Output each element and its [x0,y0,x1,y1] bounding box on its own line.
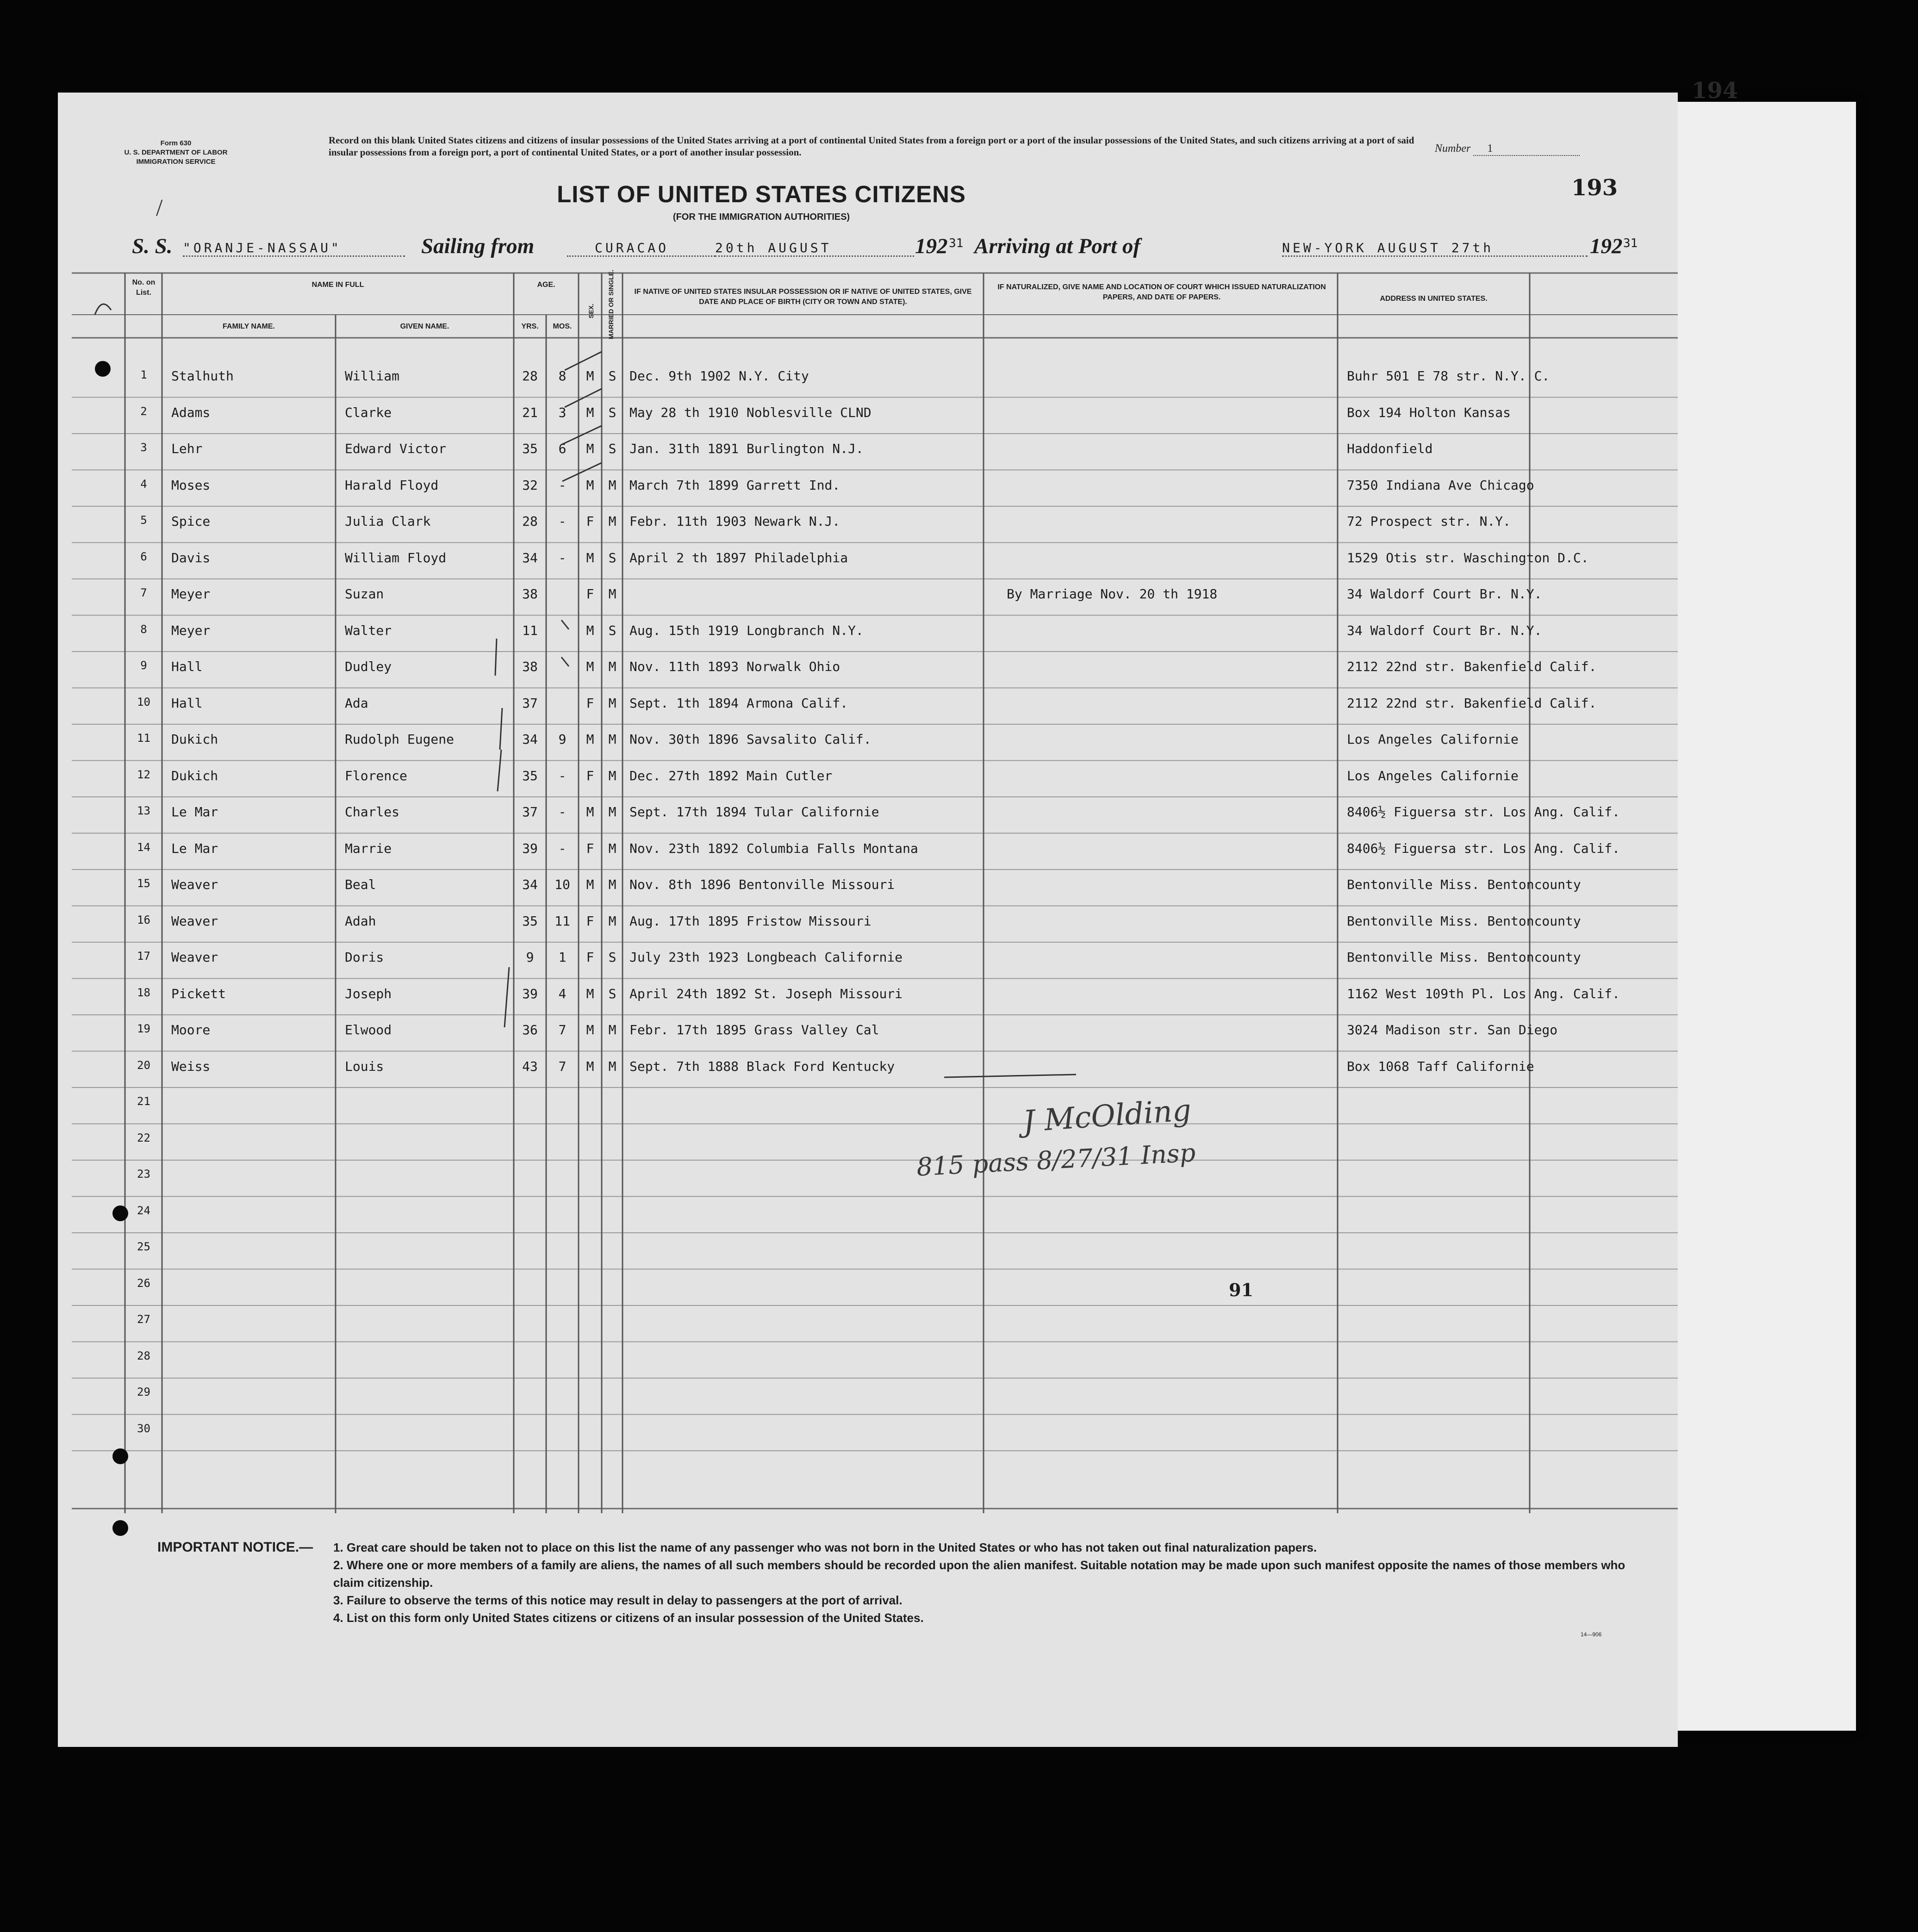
marital-status: M [608,586,616,602]
age-years: 11 [522,622,538,638]
sex: M [586,622,594,638]
sex: M [586,877,594,892]
age-years: 34 [522,550,538,565]
row-number: 7 [140,586,147,599]
marital-status: M [608,514,616,529]
marital-status: S [608,441,616,456]
ss-label: S. S. [132,234,173,258]
row-number: 5 [140,514,147,527]
given-name: Elwood [345,1022,392,1037]
family-name: Moore [171,1022,211,1037]
table-row [58,804,1678,840]
birth-date-place: Sept. 1th 1894 Armona Calif. [629,695,848,711]
inspector-signature: J McOlding [1021,1093,1193,1139]
age-months: - [558,514,567,529]
age-months: - [558,804,567,820]
family-name: Dukich [171,768,218,783]
sex: M [586,441,594,456]
table-row [58,441,1678,477]
form-footer-code: 14—906 [1581,1631,1602,1638]
given-name: Suzan [345,586,384,602]
age-months: - [558,768,567,783]
given-name: Adah [345,913,376,929]
given-name: Louis [345,1058,384,1074]
birth-date-place: Febr. 11th 1903 Newark N.J. [629,514,841,529]
department-name: U. S. DEPARTMENT OF LABOR [124,149,228,156]
row-number: 29 [137,1385,150,1398]
given-name: Charles [345,804,400,820]
family-name: Weaver [171,913,218,929]
birth-date-place: Nov. 30th 1896 Savsalito Calif. [629,732,872,747]
family-name: Le Mar [171,840,218,856]
row-number: 17 [137,950,150,963]
us-address: 34 Waldorf Court Br. N.Y. [1347,586,1542,602]
row-number: 6 [140,550,147,563]
col-mos-header: MOS. [553,323,572,330]
family-name: Stalhuth [171,368,234,384]
birth-date-place: July 23th 1923 Longbeach Californie [629,950,903,965]
col-married-header: MARRIED OR SINGLE. [607,269,615,339]
sex: F [586,840,594,856]
ship-name: "ORANJE-NASSAU" [183,240,405,257]
table-row [58,1204,1678,1240]
table-row [58,732,1678,768]
family-name: Davis [171,550,211,565]
next-page-edge [1648,102,1856,1731]
given-name: Clarke [345,404,392,420]
page-number: 91 [1229,1280,1253,1300]
age-years: 39 [522,986,538,1001]
table-row [58,586,1678,622]
family-name: Hall [171,695,203,711]
notice-item: 3. Failure to observe the terms of this notice may result in delay to passengers at the port of arrival. [333,1593,903,1607]
notice-item: 1. Great care should be taken not to place on this list the name of any passenger who was not born in the United States or who has not taken out final naturalization papers. [333,1541,1317,1554]
binder-hole [112,1520,128,1536]
birth-date-place: March 7th 1899 Garrett Ind. [629,477,841,493]
table-row [58,768,1678,804]
sailing-year-print: 192 [915,234,948,258]
marital-status: M [608,804,616,820]
birth-date-place: Nov. 11th 1893 Norwalk Ohio [629,659,841,674]
arrival-port-date: NEW-YORK AUGUST 27th [1282,240,1588,257]
record-instructions: Record on this blank United States citizens and citizens of insular possessions of the United States arriving at a port of continental United States from a foreign port or a port of the insular possessions of the United States, and such citizens arriving at a port of said insular possessions from a foreign port, a port of continental United States, or a port of another insular possession. [329,135,1414,158]
age-years: 28 [522,514,538,529]
row-number: 24 [137,1204,150,1217]
us-address: Los Angeles Californie [1347,768,1519,783]
us-address: 8406½ Figuersa str. Los Ang. Calif. [1347,804,1620,820]
family-name: Meyer [171,622,211,638]
given-name: Beal [345,877,376,892]
row-number: 21 [137,1095,150,1108]
arrival-year-print: 192 [1590,234,1623,258]
list-number-label: Number [1435,143,1471,155]
form-number: Form 630 [160,139,192,147]
us-address: 3024 Madison str. San Diego [1347,1022,1558,1037]
row-number: 22 [137,1131,150,1144]
age-months: 4 [558,986,567,1001]
us-address: Haddonfield [1347,441,1433,456]
birth-date-place: Dec. 9th 1902 N.Y. City [629,368,809,384]
manifest-page [58,93,1678,1747]
family-name: Moses [171,477,211,493]
birth-date-place: Sept. 17th 1894 Tular Californie [629,804,879,820]
age-years: 34 [522,732,538,747]
birth-date-place: Nov. 8th 1896 Bentonville Missouri [629,877,895,892]
row-number: 4 [140,477,147,491]
us-address: 1529 Otis str. Waschington D.C. [1347,550,1589,565]
given-name: William [345,368,400,384]
col-family-header: FAMILY NAME. [223,323,275,330]
us-address: 72 Prospect str. N.Y. [1347,514,1511,529]
age-months: - [558,840,567,856]
sailing-date: 20th AUGUST [715,240,914,257]
row-number: 16 [137,913,150,926]
row-number: 2 [140,404,147,418]
binder-hole [112,1448,128,1464]
table-row [58,950,1678,986]
table-row [58,1095,1678,1131]
row-number: 1 [140,368,147,381]
table-row [58,659,1678,695]
sex: F [586,913,594,929]
table-row [58,478,1678,514]
notice-item: 4. List on this form only United States citizens or citizens of an insular possession of the United States. [333,1611,924,1625]
sailing-port: CURACAO [567,240,715,257]
birth-date-place: May 28 th 1910 Noblesville CLND [629,404,872,420]
sex: M [586,1022,594,1037]
binder-hole [112,1205,128,1221]
given-name: Doris [345,950,384,965]
sex: F [586,950,594,965]
col-naturalized-header: IF NATURALIZED, GIVE NAME AND LOCATION OF COURT WHICH ISSUED NATURALIZATION PAPERS, AND DATE OF PAPERS. [997,283,1326,301]
col-sex-header: SEX. [587,304,595,318]
us-address: 7350 Indiana Ave Chicago [1347,477,1534,493]
birth-date-place: Sept. 7th 1888 Black Ford Kentucky [629,1058,895,1074]
age-years: 43 [522,1058,538,1074]
notice-label: IMPORTANT NOTICE.— [157,1540,313,1555]
age-years: 35 [522,768,538,783]
marital-status: M [608,695,616,711]
col-no-header: No. on List. [132,279,156,297]
hand-mark: / [156,195,163,221]
arrival-year-fill: 31 [1623,236,1638,250]
table-row [58,550,1678,586]
age-years: 34 [522,877,538,892]
table-row [58,696,1678,732]
age-years: 21 [522,404,538,420]
birth-date-place: April 2 th 1897 Philadelphia [629,550,848,565]
age-months: - [558,477,567,493]
col-age-header: AGE. [537,281,555,289]
us-address: 2112 22nd str. Bakenfield Calif. [1347,659,1597,674]
row-number: 15 [137,877,150,890]
family-name: Weiss [171,1058,211,1074]
sex: M [586,477,594,493]
marital-status: S [608,404,616,420]
table-row [58,1385,1678,1422]
age-months: - [558,550,567,565]
marital-status: M [608,877,616,892]
table-row [58,1022,1678,1058]
inspector-note: 815 pass 8/27/31 Insp [915,1138,1196,1182]
sex: M [586,986,594,1001]
col-birth-header: IF NATIVE OF UNITED STATES INSULAR POSSESSION OR IF NATIVE OF UNITED STATES, GIVE DATE AND PLACE OF BIRTH (CITY OR TOWN AND STATE). [634,288,972,306]
age-months: 10 [554,877,570,892]
given-name: Ada [345,695,368,711]
age-years: 38 [522,586,538,602]
age-months: 9 [558,732,567,747]
marital-status: M [608,768,616,783]
sex: F [586,586,594,602]
given-name: Dudley [345,659,392,674]
row-number: 28 [137,1349,150,1362]
family-name: Spice [171,514,211,529]
table-row [58,1059,1678,1095]
row-number: 27 [137,1313,150,1326]
given-name: Harald Floyd [345,477,439,493]
row-number: 14 [137,840,150,854]
table-row [58,1422,1678,1458]
us-address: Bentonville Miss. Bentoncounty [1347,950,1581,965]
row-number: 11 [137,732,150,745]
row-number: 20 [137,1058,150,1072]
age-years: 28 [522,368,538,384]
family-name: Adams [171,404,211,420]
given-name: Edward Victor [345,441,447,456]
us-address: 1162 West 109th Pl. Los Ang. Calif. [1347,986,1620,1001]
marital-status: M [608,840,616,856]
family-name: Weaver [171,877,218,892]
sex: M [586,550,594,565]
us-address: 34 Waldorf Court Br. N.Y. [1347,622,1542,638]
marital-status: M [608,477,616,493]
row-number: 23 [137,1168,150,1180]
table-row [58,1168,1678,1204]
marital-status: M [608,732,616,747]
naturalization-info: By Marriage Nov. 20 th 1918 [1007,586,1218,602]
us-address: 2112 22nd str. Bakenfield Calif. [1347,695,1597,711]
birth-date-place: April 24th 1892 St. Joseph Missouri [629,986,903,1001]
birth-date-place: Dec. 27th 1892 Main Cutler [629,768,833,783]
family-name: Lehr [171,441,203,456]
row-number: 8 [140,622,147,636]
given-name: Julia Clark [345,514,431,529]
marital-status: S [608,622,616,638]
table-row [58,1131,1678,1168]
us-address: Los Angeles Californie [1347,732,1519,747]
row-number: 26 [137,1276,150,1290]
given-name: Florence [345,768,407,783]
sex: M [586,659,594,674]
next-page-stamp: 194 [1692,78,1738,104]
us-address: Box 1068 Taff Californie [1347,1058,1534,1074]
marital-status: S [608,368,616,384]
family-name: Meyer [171,586,211,602]
age-years: 9 [526,950,534,965]
age-years: 38 [522,659,538,674]
age-months: 1 [558,950,567,965]
birth-date-place: Jan. 31th 1891 Burlington N.J. [629,441,864,456]
col-given-header: GIVEN NAME. [400,323,449,330]
family-name: Dukich [171,732,218,747]
family-name: Hall [171,659,203,674]
us-address: Box 194 Holton Kansas [1347,404,1511,420]
birth-date-place: Febr. 17th 1895 Grass Valley Cal [629,1022,879,1037]
list-number-value: 1 [1473,143,1580,156]
us-address: 8406½ Figuersa str. Los Ang. Calif. [1347,840,1620,856]
table-row [58,368,1678,404]
age-months: 7 [558,1058,567,1074]
notice-item: 2. Where one or more members of a family are aliens, the names of all such members should be recorded upon the alien manifest. Suitable notation may be made upon such manifest opposite the names of those members who claim citizenship. [333,1558,1625,1590]
given-name: William Floyd [345,550,447,565]
age-years: 39 [522,840,538,856]
us-address: Bentonville Miss. Bentoncounty [1347,877,1581,892]
given-name: Joseph [345,986,392,1001]
table-row [58,514,1678,550]
binder-hole [95,361,111,377]
sex: F [586,768,594,783]
given-name: Marrie [345,840,392,856]
family-name: Pickett [171,986,226,1001]
marital-status: M [608,659,616,674]
age-months: 11 [554,913,570,929]
marital-status: S [608,986,616,1001]
page-title: LIST OF UNITED STATES CITIZENS [557,181,966,207]
sailing-year-fill: 31 [949,236,964,250]
age-years: 35 [522,913,538,929]
age-years: 36 [522,1022,538,1037]
table-row [58,1349,1678,1385]
col-yrs-header: YRS. [521,323,539,330]
sex: M [586,804,594,820]
page-subtitle: (FOR THE IMMIGRATION AUTHORITIES) [673,212,850,222]
birth-date-place: Aug. 17th 1895 Fristow Missouri [629,913,872,929]
us-address: Buhr 501 E 78 str. N.Y. C. [1347,368,1550,384]
age-years: 37 [522,804,538,820]
marital-status: M [608,913,616,929]
col-address-header: ADDRESS IN UNITED STATES. [1380,295,1488,303]
table-row [58,986,1678,1022]
table-row [58,1313,1678,1349]
row-number: 12 [137,768,150,781]
arriving-label: Arriving at Port of [974,234,1141,258]
sex: M [586,404,594,420]
table-row [58,913,1678,950]
us-address: Bentonville Miss. Bentoncounty [1347,913,1581,929]
sex: M [586,1058,594,1074]
marital-status: S [608,550,616,565]
marital-status: M [608,1058,616,1074]
birth-date-place: Aug. 15th 1919 Longbranch N.Y. [629,622,864,638]
row-number: 9 [140,659,147,672]
age-months: 8 [558,368,567,384]
marital-status: S [608,950,616,965]
given-name: Rudolph Eugene [345,732,455,747]
age-years: 35 [522,441,538,456]
row-number: 30 [137,1422,150,1435]
service-name: IMMIGRATION SERVICE [136,158,216,166]
row-number: 19 [137,1022,150,1035]
table-row [58,623,1678,659]
row-number: 3 [140,441,147,454]
sex: F [586,695,594,711]
marital-status: M [608,1022,616,1037]
table-row [58,1240,1678,1276]
page-stamp: 193 [1571,175,1618,201]
age-years: 37 [522,695,538,711]
row-number: 10 [137,695,150,708]
table-row [58,405,1678,441]
sailing-label: Sailing from [421,234,535,258]
table-row [58,841,1678,877]
col-name-header: NAME IN FULL [311,281,364,289]
sex: M [586,732,594,747]
given-name: Walter [345,622,392,638]
row-number: 13 [137,804,150,817]
table-row [58,877,1678,913]
family-name: Le Mar [171,804,218,820]
row-number: 25 [137,1240,150,1253]
table-row [58,1277,1678,1313]
family-name: Weaver [171,950,218,965]
row-number: 18 [137,986,150,999]
sex: M [586,368,594,384]
age-years: 32 [522,477,538,493]
sex: F [586,514,594,529]
birth-date-place: Nov. 23th 1892 Columbia Falls Montana [629,840,918,856]
age-months: 7 [558,1022,567,1037]
age-months: 3 [558,404,567,420]
age-months: 6 [558,441,567,456]
